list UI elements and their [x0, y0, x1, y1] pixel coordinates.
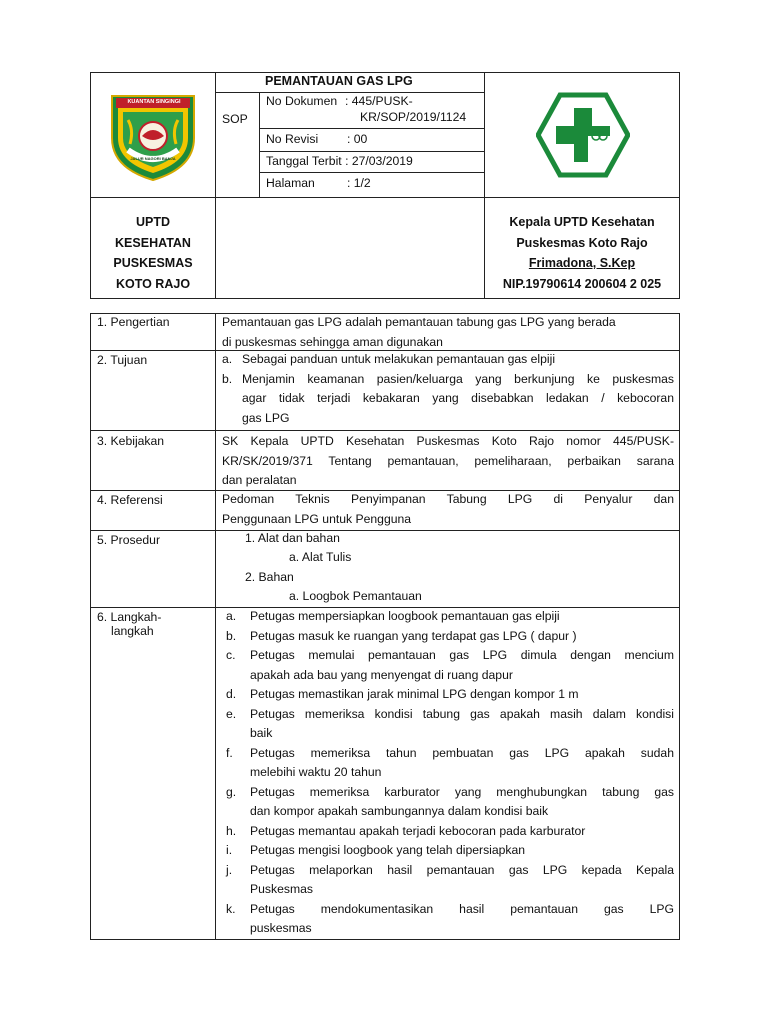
- no-dokumen-value-cont: KR/SOP/2019/1124: [360, 110, 467, 124]
- row-divider: [90, 430, 680, 431]
- tanggal-value: : 27/03/2019: [345, 154, 413, 168]
- halaman-value: : 1/2: [347, 176, 371, 190]
- list-marker: g.: [226, 784, 237, 799]
- list-line: Puskesmas: [250, 882, 313, 896]
- kebijakan-line: KR/SK/2019/371 Tentang pemantauan, pemeliharaan, perbaikan sarana: [222, 453, 674, 468]
- list-text: [250, 685, 674, 705]
- langkah-item: [226, 822, 674, 842]
- list-marker: d.: [226, 687, 237, 701]
- body-column-divider: [215, 313, 216, 940]
- no-dokumen-label: No Dokumen: [266, 94, 338, 108]
- tanggal-label: [266, 153, 413, 169]
- list-line: Petugas memeriksa kondisi tabung gas apakah masih dalam kondisi: [250, 706, 674, 721]
- puskesmas-logo: [536, 92, 630, 178]
- langkah-item: [226, 685, 674, 705]
- logo-text-bottom: JALUR NAGORI BANJA: [130, 156, 176, 161]
- langkah-item: [226, 861, 674, 900]
- langkah-item: [226, 705, 674, 744]
- header-divider: [259, 92, 260, 198]
- logo-text-top: KUANTAN SINGINGI: [127, 99, 181, 105]
- langkah-item: [226, 607, 674, 627]
- langkah-label: [91, 610, 161, 638]
- kebijakan-text: [222, 432, 674, 491]
- list-line: Petugas mendokumentasikan hasil pemantauan gas LPG: [250, 901, 674, 916]
- langkah-item: [226, 744, 674, 783]
- kepala-nip: NIP.19790614 200604 2 025: [502, 276, 662, 291]
- list-line: puskesmas: [250, 921, 312, 935]
- list-marker: a.: [226, 609, 237, 623]
- list-line: agar tidak terjadi kebakaran yang disebabkan ledakan / kebocoran: [242, 391, 674, 405]
- header-divider: [215, 72, 216, 299]
- list-marker: a.: [222, 352, 233, 366]
- list-line: Petugas mengisi loogbook yang telah dipersiapkan: [250, 843, 526, 857]
- header-divider: [259, 172, 484, 173]
- pengertian-line: Pemantauan gas LPG adalah pemantauan tabung gas LPG yang berada: [222, 315, 616, 329]
- list-text: [250, 705, 674, 744]
- list-line: Petugas memulai pemantauan gas LPG dimula dengan mencium: [250, 648, 674, 662]
- list-line: Petugas mempersiapkan loogbook pemantauan gas elpiji: [250, 609, 560, 623]
- referensi-line: Penggunaan LPG untuk Pengguna: [222, 511, 412, 526]
- langkah-label-line: 6. Langkah-: [97, 610, 162, 624]
- header-divider: [259, 151, 484, 152]
- langkah-item: [226, 783, 674, 822]
- list-marker: k.: [226, 901, 236, 916]
- halaman-label: Halaman: [266, 176, 315, 190]
- pengertian-label: 1. Pengertian: [97, 315, 170, 329]
- referensi-text: [222, 490, 674, 529]
- list-line: apakah ada bau yang menyengat di ruang dapur: [250, 667, 513, 682]
- header-divider: [90, 197, 680, 198]
- langkah-item: [226, 900, 674, 939]
- list-line: baik: [250, 726, 273, 740]
- list-marker: b.: [226, 628, 237, 643]
- list-line: melebihi waktu 20 tahun: [250, 765, 382, 779]
- kebijakan-line: dan peralatan: [222, 473, 297, 487]
- kepala-title: Kepala UPTD Kesehatan: [509, 215, 655, 229]
- list-line: Petugas memeriksa karburator yang menghubungkan tabung gas: [250, 784, 674, 799]
- pengertian-line: di puskesmas sehingga aman digunakan: [222, 334, 443, 349]
- list-text: [250, 900, 674, 939]
- tujuan-item-a: [222, 350, 674, 370]
- prosedur-subitem: a. Loogbok Pemantauan: [289, 589, 422, 603]
- list-marker: i.: [226, 843, 233, 857]
- pengertian-text: [222, 313, 674, 352]
- uptd-line: KESEHATAN: [115, 235, 191, 250]
- list-line: Petugas melaporkan hasil pemantauan gas LPG kepada Kepala: [250, 862, 674, 877]
- langkah-list: [226, 607, 674, 939]
- no-revisi-label: No Revisi: [266, 132, 319, 146]
- tujuan-list: [222, 350, 674, 428]
- no-dokumen-value: : 445/PUSK-: [345, 94, 413, 108]
- prosedur-label: 5. Prosedur: [97, 533, 161, 547]
- uptd-line: KOTO RAJO: [115, 276, 191, 291]
- list-text: [250, 783, 674, 822]
- header-divider: [484, 72, 485, 299]
- list-text: [250, 822, 674, 842]
- row-divider: [90, 530, 680, 531]
- prosedur-subitem: a. Alat Tulis: [289, 550, 352, 564]
- uptd-line: PUSKESMAS: [113, 256, 193, 270]
- langkah-item: [226, 627, 674, 647]
- list-line: Petugas memeriksa tahun pembuatan gas LPG apakah sudah: [250, 745, 674, 760]
- regency-logo: [106, 90, 200, 182]
- langkah-item: [226, 646, 674, 685]
- prosedur-item: 1. Alat dan bahan: [245, 531, 340, 545]
- sop-label: SOP: [222, 112, 248, 126]
- list-text: Sebagai panduan untuk melakukan pemantauan gas elpiji: [242, 352, 556, 366]
- kebijakan-label: 3. Kebijakan: [97, 434, 165, 448]
- langkah-item: [226, 841, 674, 861]
- kepala-block: [486, 212, 678, 294]
- list-text: [250, 841, 674, 861]
- no-revisi-value: : 00: [347, 132, 368, 146]
- referensi-line: Pedoman Teknis Penyimpanan Tabung LPG di Penyalur dan: [222, 492, 674, 506]
- list-text: [250, 607, 674, 627]
- kepala-name: Frimadona, S.Kep: [528, 256, 636, 270]
- uptd-line: UPTD: [135, 215, 171, 229]
- tanggal-label-text: Tanggal Terbit: [266, 154, 342, 168]
- list-text: [250, 627, 674, 647]
- referensi-label: 4. Referensi: [97, 493, 163, 507]
- list-marker: j.: [226, 862, 233, 877]
- document-title: PEMANTAUAN GAS LPG: [265, 74, 413, 88]
- list-text: [250, 861, 674, 900]
- list-line: Petugas memantau apakah terjadi kebocoran pada karburator: [250, 823, 586, 838]
- list-text: [250, 744, 674, 783]
- list-line: dan kompor apakah sambungannya dalam kondisi baik: [250, 804, 549, 818]
- list-marker: c.: [226, 648, 236, 662]
- tujuan-label: 2. Tujuan: [97, 353, 148, 367]
- uptd-name: [92, 212, 214, 294]
- kebijakan-line: SK Kepala UPTD Kesehatan Puskesmas Koto Rajo nomor 445/PUSK-: [222, 434, 674, 448]
- list-marker: h.: [226, 823, 237, 838]
- list-text: [250, 646, 674, 685]
- prosedur-item: 2. Bahan: [245, 570, 294, 584]
- list-line: Petugas masuk ke ruangan yang terdapat gas LPG ( dapur ): [250, 628, 577, 643]
- list-line: Petugas memastikan jarak minimal LPG dengan kompor 1 m: [250, 687, 579, 701]
- langkah-label-line: langkah: [111, 624, 154, 638]
- kepala-unit: Puskesmas Koto Rajo: [516, 235, 648, 250]
- list-marker: b.: [222, 371, 233, 386]
- list-text: [242, 370, 674, 429]
- list-marker: f.: [226, 745, 233, 760]
- list-marker: e.: [226, 706, 237, 721]
- list-line: Menjamin keamanan pasien/keluarga yang berkunjung ke puskesmas: [242, 371, 674, 386]
- list-line: gas LPG: [242, 410, 290, 425]
- tujuan-item-b: [222, 370, 674, 429]
- header-divider: [259, 128, 484, 129]
